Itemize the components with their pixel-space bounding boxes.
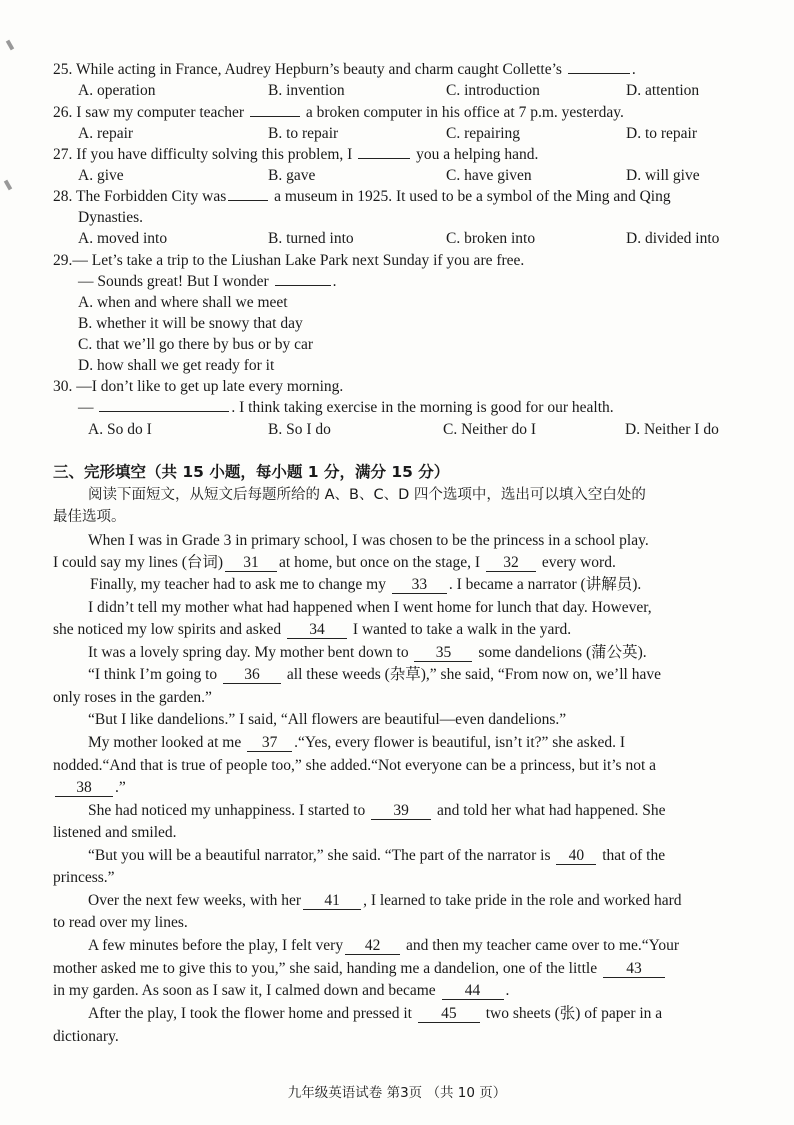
option-d: D. Neither I do (625, 421, 719, 438)
option-b: B. invention (268, 82, 345, 99)
passage-line: I didn’t tell my mother what had happened when I went home for lunch that day. However, (88, 599, 652, 616)
question-number: 25. (53, 61, 73, 78)
option-b: B. So I do (268, 421, 331, 438)
answer-blank (99, 411, 229, 412)
passage-line: A few minutes before the play, I felt very 42 and then my teacher came over to me.“Your (88, 937, 679, 954)
cloze-blank-40: 40 (556, 848, 596, 865)
option-b: B. turned into (268, 230, 354, 247)
passage-line: in my garden. As soon as I saw it, I calmed down and became 44 . (53, 982, 510, 999)
section-title: 三、完形填空（共 15 小题，每小题 1 分，满分 15 分） (53, 463, 450, 481)
option-b: B. gave (268, 167, 316, 184)
cloze-blank-37: 37 (247, 735, 292, 752)
question-stem: — Let’s take a trip to the Liushan Lake Park next Sunday if you are free. (72, 252, 525, 269)
passage-line: mother asked me to give this to you,” she said, handing me a dandelion, one of the little 43 (53, 959, 667, 979)
question-27: 27. If you have difficulty solving this problem, I you a helping hand. (53, 146, 539, 163)
passage-line: she noticed my low spirits and asked 34 I wanted to take a walk in the yard. (53, 621, 572, 638)
passage-line: I could say my lines (台词) 31 at home, but once on the stage, I 32 every word. (53, 554, 616, 571)
question-number: 27. (53, 146, 73, 163)
passage-line: princess.” (53, 869, 115, 886)
passage-line: only roses in the garden.” (53, 689, 212, 706)
passage-line: dictionary. (53, 1028, 119, 1045)
answer-blank (228, 200, 268, 201)
option-c: C. introduction (446, 82, 540, 99)
question-number: 28. (53, 188, 73, 205)
answer-blank (568, 73, 630, 74)
question-28: 28. The Forbidden City was a museum in 1925. It used to be a symbol of the Ming and Qing (53, 188, 671, 205)
cloze-blank-39: 39 (371, 803, 431, 820)
cloze-blank-36: 36 (223, 667, 281, 684)
option-c: C. broken into (446, 230, 536, 247)
option-b: B. whether it will be snowy that day (78, 315, 303, 332)
options-30 (88, 420, 788, 440)
option-d: D. divided into (626, 230, 720, 247)
option-a: A. So do I (88, 421, 152, 438)
question-26: 26. I saw my computer teacher a broken computer in his office at 7 p.m. yesterday. (53, 104, 624, 121)
passage-line: My mother looked at me 37 .“Yes, every flower is beautiful, isn’t it?” she asked. I (88, 734, 625, 751)
question-stem-continued: Dynasties. (78, 209, 144, 226)
option-a: A. moved into (78, 230, 168, 247)
option-a: A. give (78, 167, 124, 184)
section-instruction: 阅读下面短文，从短文后每题所给的 A、B、C、D 四个选项中，选出可以填入空白处的 (88, 487, 646, 503)
question-number: 26. (53, 104, 73, 121)
question-number: 30. (53, 378, 73, 395)
scan-mark (6, 40, 14, 51)
options-28 (78, 229, 778, 249)
passage-line: After the play, I took the flower home and pressed it 45 two sheets (张) of paper in a (88, 1005, 663, 1022)
option-d: D. to repair (626, 125, 698, 142)
passage-line: Over the next few weeks, with her 41 , I learned to take pride in the role and worked hard (88, 892, 682, 909)
passage-line: She had noticed my unhappiness. I started to 39 and told her what had happened. She (88, 802, 666, 819)
option-a: A. when and where shall we meet (78, 294, 288, 311)
scan-mark (4, 180, 12, 191)
cloze-blank-41: 41 (303, 893, 361, 910)
passage-line: “I think I’m going to 36 all these weeds (杂草),” she said, “From now on, we’ll have (88, 666, 661, 683)
cloze-blank-34: 34 (287, 622, 347, 639)
option-c: C. that we’ll go there by bus or by car (78, 336, 314, 353)
passage-line: nodded.“And that is true of people too,” she added.“Not everyone can be a princess, but it’s not a (53, 757, 657, 774)
cloze-blank-38: 38 (55, 780, 113, 797)
options-26 (78, 124, 778, 144)
passage-line: When I was in Grade 3 in primary school, I was chosen to be the princess in a school play. (88, 532, 649, 549)
question-number: 29. (53, 252, 73, 269)
question-30-reply: — . I think taking exercise in the morning is good for our health. (78, 399, 614, 416)
passage-line: 38 .” (53, 778, 126, 798)
cloze-blank-31: 31 (225, 555, 277, 572)
question-29 (53, 251, 524, 271)
answer-blank (358, 158, 410, 159)
section-instruction: 最佳选项。 (53, 509, 126, 525)
cloze-blank-35: 35 (414, 645, 472, 662)
cloze-blank-43: 43 (603, 961, 665, 978)
answer-blank (250, 116, 300, 117)
question-stem: If you have difficulty solving this problem, I (76, 146, 353, 163)
option-b: B. to repair (268, 125, 339, 142)
question-stem: I saw my computer teacher (76, 104, 245, 121)
passage-line: “But I like dandelions.” I said, “All flowers are beautiful—even dandelions.” (88, 711, 567, 728)
option-d: D. how shall we get ready for it (78, 357, 275, 374)
option-d: D. will give (626, 167, 700, 184)
cloze-blank-42: 42 (345, 938, 400, 955)
question-25: 25. While acting in France, Audrey Hepburn’s beauty and charm caught Collette’s . (53, 61, 636, 78)
option-a: A. repair (78, 125, 134, 142)
cloze-blank-44: 44 (442, 983, 504, 1000)
question-29-reply: — Sounds great! But I wonder . (78, 273, 337, 290)
question-stem: The Forbidden City was (75, 188, 227, 205)
cloze-blank-33: 33 (392, 577, 447, 594)
options-27 (78, 166, 778, 186)
question-30 (53, 377, 343, 397)
option-c: C. have given (446, 167, 532, 184)
passage-line: to read over my lines. (53, 914, 188, 931)
cloze-blank-32: 32 (486, 555, 536, 572)
passage-line: It was a lovely spring day. My mother bent down to 35 some dandelions (蒲公英). (88, 644, 647, 661)
question-stem: —I don’t like to get up late every morning. (76, 378, 344, 395)
option-c: C. Neither do I (443, 421, 536, 438)
passage-line: “But you will be a beautiful narrator,” she said. “The part of the narrator is 40 that of the (88, 847, 666, 864)
option-d: D. attention (626, 82, 700, 99)
option-c: C. repairing (446, 125, 521, 142)
options-25 (78, 81, 778, 101)
page-footer: 九年级英语试卷 第3页 （共 10 页） (287, 1085, 507, 1101)
passage-line: Finally, my teacher had to ask me to change my 33 . I became a narrator (讲解员). (90, 576, 642, 593)
answer-blank (275, 285, 331, 286)
option-a: A. operation (78, 82, 156, 99)
question-stem: While acting in France, Audrey Hepburn’s beauty and charm caught Collette’s (75, 61, 562, 78)
cloze-blank-45: 45 (418, 1006, 480, 1023)
passage-line: listened and smiled. (53, 824, 177, 841)
